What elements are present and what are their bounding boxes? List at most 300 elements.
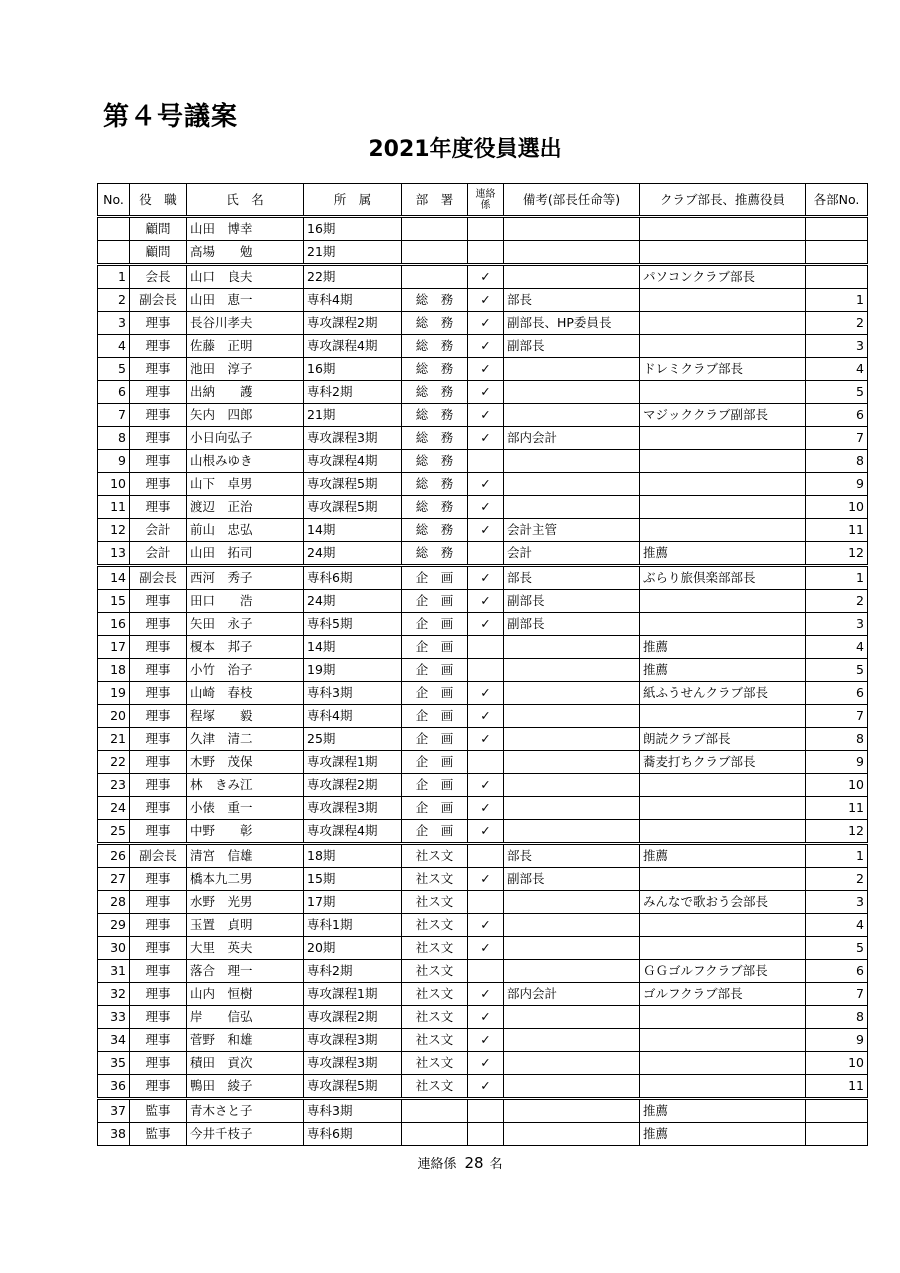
- cell-affiliation: 15期: [304, 868, 402, 891]
- cell-affiliation: 24期: [304, 590, 402, 613]
- cell-dept: 総 務: [402, 312, 468, 335]
- table-row: [98, 312, 868, 335]
- cell-name: 清宮 信雄: [187, 844, 304, 868]
- cell-contact: ✓: [468, 937, 504, 960]
- cell-name: 西河 秀子: [187, 566, 304, 590]
- cell-dept: 社ス文: [402, 1052, 468, 1075]
- cell-club: 紙ふうせんクラブ部長: [640, 682, 806, 705]
- cell-dept: 社ス文: [402, 937, 468, 960]
- cell-no: 14: [98, 566, 130, 590]
- table-row: [98, 728, 868, 751]
- cell-role: 理事: [130, 1029, 187, 1052]
- officer-table: [97, 183, 868, 1146]
- cell-affiliation: 21期: [304, 241, 402, 265]
- cell-role: 理事: [130, 705, 187, 728]
- cell-role: 理事: [130, 1052, 187, 1075]
- cell-dept: [402, 217, 468, 241]
- table-row: [98, 217, 868, 241]
- cell-role: 理事: [130, 613, 187, 636]
- cell-dept: 総 務: [402, 289, 468, 312]
- cell-remarks: 部長: [504, 844, 640, 868]
- cell-club: [640, 241, 806, 265]
- cell-no: 12: [98, 519, 130, 542]
- cell-affiliation: 専科6期: [304, 1123, 402, 1146]
- cell-remarks: [504, 705, 640, 728]
- cell-name: 岸 信弘: [187, 1006, 304, 1029]
- cell-remarks: [504, 1123, 640, 1146]
- table-row: [98, 844, 868, 868]
- cell-affiliation: 専科4期: [304, 705, 402, 728]
- cell-remarks: [504, 241, 640, 265]
- cell-no: 20: [98, 705, 130, 728]
- cell-bno: 8: [806, 1006, 868, 1029]
- cell-role: 会計: [130, 542, 187, 566]
- cell-club: [640, 1006, 806, 1029]
- cell-remarks: [504, 774, 640, 797]
- cell-role: 理事: [130, 868, 187, 891]
- cell-role: 理事: [130, 937, 187, 960]
- cell-contact: ✓: [468, 265, 504, 289]
- cell-club: 推薦: [640, 1123, 806, 1146]
- cell-role: 理事: [130, 728, 187, 751]
- cell-no: 25: [98, 820, 130, 844]
- cell-remarks: [504, 914, 640, 937]
- cell-bno: 6: [806, 682, 868, 705]
- cell-club: [640, 496, 806, 519]
- cell-dept: 総 務: [402, 496, 468, 519]
- cell-affiliation: 22期: [304, 265, 402, 289]
- cell-name: 中野 彰: [187, 820, 304, 844]
- cell-no: 11: [98, 496, 130, 519]
- cell-bno: 4: [806, 358, 868, 381]
- cell-affiliation: 専攻課程3期: [304, 427, 402, 450]
- cell-affiliation: 21期: [304, 404, 402, 427]
- cell-contact: ✓: [468, 312, 504, 335]
- header-dept: 部 署: [402, 184, 468, 217]
- cell-bno: [806, 241, 868, 265]
- cell-remarks: [504, 265, 640, 289]
- cell-dept: 企 画: [402, 659, 468, 682]
- cell-contact: [468, 1123, 504, 1146]
- cell-club: [640, 473, 806, 496]
- cell-club: [640, 289, 806, 312]
- cell-affiliation: 専攻課程5期: [304, 496, 402, 519]
- cell-remarks: [504, 496, 640, 519]
- cell-name: 大里 英夫: [187, 937, 304, 960]
- cell-no: 38: [98, 1123, 130, 1146]
- cell-club: [640, 774, 806, 797]
- cell-dept: 社ス文: [402, 891, 468, 914]
- cell-remarks: [504, 404, 640, 427]
- cell-club: [640, 1052, 806, 1075]
- cell-contact: [468, 1099, 504, 1123]
- cell-bno: 3: [806, 613, 868, 636]
- cell-dept: 社ス文: [402, 1075, 468, 1099]
- cell-remarks: 副部長: [504, 590, 640, 613]
- cell-dept: 総 務: [402, 358, 468, 381]
- cell-contact: ✓: [468, 1029, 504, 1052]
- cell-club: [640, 705, 806, 728]
- cell-remarks: [504, 682, 640, 705]
- cell-affiliation: 専科3期: [304, 682, 402, 705]
- cell-no: 36: [98, 1075, 130, 1099]
- cell-dept: 企 画: [402, 728, 468, 751]
- cell-affiliation: 専攻課程5期: [304, 1075, 402, 1099]
- cell-no: 34: [98, 1029, 130, 1052]
- cell-bno: 1: [806, 289, 868, 312]
- cell-dept: 社ス文: [402, 983, 468, 1006]
- cell-bno: 6: [806, 404, 868, 427]
- cell-no: 4: [98, 335, 130, 358]
- cell-no: 8: [98, 427, 130, 450]
- cell-dept: 総 務: [402, 542, 468, 566]
- table-row: [98, 937, 868, 960]
- cell-name: 積田 貢次: [187, 1052, 304, 1075]
- cell-club: 推薦: [640, 659, 806, 682]
- cell-bno: 2: [806, 590, 868, 613]
- cell-dept: 社ス文: [402, 868, 468, 891]
- cell-role: 理事: [130, 450, 187, 473]
- cell-no: 2: [98, 289, 130, 312]
- cell-role: 理事: [130, 659, 187, 682]
- table-row: [98, 1099, 868, 1123]
- cell-bno: 2: [806, 312, 868, 335]
- table-row: [98, 1075, 868, 1099]
- cell-remarks: [504, 728, 640, 751]
- cell-no: 31: [98, 960, 130, 983]
- cell-contact: [468, 450, 504, 473]
- header-club: クラブ部長、推薦役員: [640, 184, 806, 217]
- cell-club: [640, 217, 806, 241]
- cell-role: 副会長: [130, 566, 187, 590]
- table-row: [98, 1052, 868, 1075]
- cell-bno: 7: [806, 705, 868, 728]
- cell-role: 理事: [130, 358, 187, 381]
- cell-contact: ✓: [468, 868, 504, 891]
- cell-affiliation: 専攻課程4期: [304, 450, 402, 473]
- cell-contact: [468, 542, 504, 566]
- cell-remarks: [504, 450, 640, 473]
- cell-dept: 企 画: [402, 636, 468, 659]
- cell-affiliation: 24期: [304, 542, 402, 566]
- cell-role: 理事: [130, 1006, 187, 1029]
- cell-bno: 1: [806, 566, 868, 590]
- cell-dept: 企 画: [402, 566, 468, 590]
- cell-contact: ✓: [468, 983, 504, 1006]
- cell-role: 理事: [130, 636, 187, 659]
- cell-name: 矢内 四郎: [187, 404, 304, 427]
- cell-remarks: 部長: [504, 289, 640, 312]
- cell-dept: [402, 265, 468, 289]
- cell-club: [640, 450, 806, 473]
- cell-club: 推薦: [640, 542, 806, 566]
- cell-name: 長谷川孝夫: [187, 312, 304, 335]
- table-row: [98, 659, 868, 682]
- cell-club: みんなで歌おう会部長: [640, 891, 806, 914]
- cell-dept: 社ス文: [402, 960, 468, 983]
- cell-no: 23: [98, 774, 130, 797]
- cell-contact: [468, 217, 504, 241]
- cell-remarks: [504, 891, 640, 914]
- cell-remarks: 会計主管: [504, 519, 640, 542]
- cell-no: 26: [98, 844, 130, 868]
- cell-bno: 4: [806, 636, 868, 659]
- cell-bno: 3: [806, 335, 868, 358]
- cell-no: 21: [98, 728, 130, 751]
- cell-affiliation: 専攻課程1期: [304, 983, 402, 1006]
- cell-contact: ✓: [468, 590, 504, 613]
- cell-contact: ✓: [468, 797, 504, 820]
- cell-contact: ✓: [468, 682, 504, 705]
- cell-bno: 8: [806, 450, 868, 473]
- cell-contact: ✓: [468, 613, 504, 636]
- table-row: [98, 1029, 868, 1052]
- cell-role: 理事: [130, 427, 187, 450]
- cell-affiliation: 専攻課程3期: [304, 1029, 402, 1052]
- table-row: [98, 636, 868, 659]
- cell-club: [640, 427, 806, 450]
- cell-club: マジッククラブ副部長: [640, 404, 806, 427]
- cell-no: 17: [98, 636, 130, 659]
- cell-bno: 11: [806, 519, 868, 542]
- cell-role: 顧問: [130, 241, 187, 265]
- cell-name: 山田 博幸: [187, 217, 304, 241]
- cell-name: 菅野 和雄: [187, 1029, 304, 1052]
- cell-remarks: [504, 1075, 640, 1099]
- table-row: [98, 705, 868, 728]
- cell-role: 理事: [130, 404, 187, 427]
- cell-club: [640, 820, 806, 844]
- cell-club: 朗読クラブ部長: [640, 728, 806, 751]
- cell-club: [640, 590, 806, 613]
- cell-remarks: [504, 381, 640, 404]
- cell-dept: 企 画: [402, 797, 468, 820]
- cell-club: 推薦: [640, 1099, 806, 1123]
- cell-no: 33: [98, 1006, 130, 1029]
- cell-name: 今井千枝子: [187, 1123, 304, 1146]
- cell-affiliation: 14期: [304, 519, 402, 542]
- cell-contact: ✓: [468, 289, 504, 312]
- cell-bno: 9: [806, 473, 868, 496]
- cell-remarks: [504, 473, 640, 496]
- cell-dept: 社ス文: [402, 914, 468, 937]
- cell-contact: ✓: [468, 473, 504, 496]
- cell-contact: ✓: [468, 705, 504, 728]
- table-row: [98, 1006, 868, 1029]
- cell-club: ＧＧゴルフクラブ部長: [640, 960, 806, 983]
- cell-dept: 総 務: [402, 473, 468, 496]
- cell-affiliation: 専科6期: [304, 566, 402, 590]
- cell-dept: 社ス文: [402, 1029, 468, 1052]
- cell-dept: 総 務: [402, 427, 468, 450]
- cell-affiliation: 専攻課程5期: [304, 473, 402, 496]
- cell-remarks: [504, 1006, 640, 1029]
- cell-dept: 総 務: [402, 381, 468, 404]
- cell-club: ゴルフクラブ部長: [640, 983, 806, 1006]
- cell-dept: 総 務: [402, 450, 468, 473]
- cell-remarks: [504, 659, 640, 682]
- cell-affiliation: 専科2期: [304, 960, 402, 983]
- cell-role: 理事: [130, 312, 187, 335]
- cell-affiliation: 専科5期: [304, 613, 402, 636]
- cell-remarks: 部内会計: [504, 983, 640, 1006]
- cell-remarks: [504, 937, 640, 960]
- cell-name: 木野 茂保: [187, 751, 304, 774]
- cell-contact: ✓: [468, 1075, 504, 1099]
- cell-name: 山崎 春枝: [187, 682, 304, 705]
- table-row: [98, 1123, 868, 1146]
- cell-no: 29: [98, 914, 130, 937]
- cell-bno: 10: [806, 774, 868, 797]
- cell-name: 山口 良夫: [187, 265, 304, 289]
- cell-contact: ✓: [468, 358, 504, 381]
- cell-no: 19: [98, 682, 130, 705]
- cell-affiliation: 20期: [304, 937, 402, 960]
- cell-bno: [806, 265, 868, 289]
- cell-no: 5: [98, 358, 130, 381]
- cell-role: 会計: [130, 519, 187, 542]
- header-role: 役 職: [130, 184, 187, 217]
- cell-affiliation: 専攻課程3期: [304, 1052, 402, 1075]
- table-row: [98, 427, 868, 450]
- cell-name: 矢田 永子: [187, 613, 304, 636]
- header-affiliation: 所 属: [304, 184, 402, 217]
- cell-contact: ✓: [468, 566, 504, 590]
- cell-role: 理事: [130, 751, 187, 774]
- document-title: 2021年度役員選出: [368, 137, 562, 162]
- cell-no: 1: [98, 265, 130, 289]
- cell-affiliation: 専科3期: [304, 1099, 402, 1123]
- cell-affiliation: 専攻課程4期: [304, 335, 402, 358]
- cell-remarks: 部長: [504, 566, 640, 590]
- table-row: [98, 335, 868, 358]
- cell-role: 理事: [130, 983, 187, 1006]
- cell-contact: ✓: [468, 914, 504, 937]
- cell-role: 顧問: [130, 217, 187, 241]
- cell-dept: 企 画: [402, 682, 468, 705]
- cell-affiliation: 専攻課程3期: [304, 797, 402, 820]
- table-row: [98, 289, 868, 312]
- cell-bno: [806, 1123, 868, 1146]
- cell-name: 出納 護: [187, 381, 304, 404]
- table-row: [98, 404, 868, 427]
- cell-contact: ✓: [468, 1052, 504, 1075]
- cell-bno: [806, 217, 868, 241]
- cell-role: 理事: [130, 774, 187, 797]
- cell-contact: ✓: [468, 381, 504, 404]
- table-row: [98, 797, 868, 820]
- cell-name: 佐藤 正明: [187, 335, 304, 358]
- cell-name: 高場 勉: [187, 241, 304, 265]
- cell-no: 35: [98, 1052, 130, 1075]
- cell-club: [640, 868, 806, 891]
- table-row: [98, 542, 868, 566]
- header-contact-label: 連絡係: [475, 188, 496, 211]
- cell-contact: ✓: [468, 820, 504, 844]
- table-row: [98, 496, 868, 519]
- cell-dept: 企 画: [402, 613, 468, 636]
- cell-bno: 12: [806, 542, 868, 566]
- cell-no: 15: [98, 590, 130, 613]
- cell-name: 榎本 邦子: [187, 636, 304, 659]
- cell-role: 理事: [130, 590, 187, 613]
- table-row: [98, 450, 868, 473]
- cell-remarks: [504, 751, 640, 774]
- cell-club: パソコンクラブ部長: [640, 265, 806, 289]
- cell-role: 副会長: [130, 844, 187, 868]
- cell-role: 理事: [130, 797, 187, 820]
- cell-bno: 7: [806, 427, 868, 450]
- cell-bno: 5: [806, 937, 868, 960]
- cell-remarks: 副部長: [504, 335, 640, 358]
- cell-bno: 11: [806, 797, 868, 820]
- cell-role: 理事: [130, 682, 187, 705]
- table-row: [98, 381, 868, 404]
- table-row: [98, 914, 868, 937]
- cell-club: [640, 1029, 806, 1052]
- cell-contact: ✓: [468, 519, 504, 542]
- cell-contact: ✓: [468, 496, 504, 519]
- cell-affiliation: 16期: [304, 358, 402, 381]
- cell-affiliation: 専攻課程2期: [304, 774, 402, 797]
- cell-no: 9: [98, 450, 130, 473]
- header-no: No.: [98, 184, 130, 217]
- cell-club: [640, 519, 806, 542]
- cell-no: 6: [98, 381, 130, 404]
- cell-remarks: 副部長: [504, 868, 640, 891]
- cell-remarks: [504, 217, 640, 241]
- cell-name: 青木さと子: [187, 1099, 304, 1123]
- table-row: [98, 891, 868, 914]
- cell-no: 30: [98, 937, 130, 960]
- table-row: [98, 774, 868, 797]
- cell-remarks: 部内会計: [504, 427, 640, 450]
- cell-club: 推薦: [640, 844, 806, 868]
- cell-name: 前山 忠弘: [187, 519, 304, 542]
- cell-dept: [402, 1123, 468, 1146]
- cell-role: 理事: [130, 891, 187, 914]
- cell-club: [640, 381, 806, 404]
- cell-bno: 7: [806, 983, 868, 1006]
- table-row: [98, 566, 868, 590]
- cell-affiliation: 専攻課程1期: [304, 751, 402, 774]
- cell-name: 程塚 毅: [187, 705, 304, 728]
- cell-dept: 企 画: [402, 590, 468, 613]
- cell-club: [640, 914, 806, 937]
- cell-bno: 4: [806, 914, 868, 937]
- cell-role: 会長: [130, 265, 187, 289]
- cell-no: 32: [98, 983, 130, 1006]
- cell-bno: 8: [806, 728, 868, 751]
- cell-name: 久津 清二: [187, 728, 304, 751]
- cell-dept: 企 画: [402, 705, 468, 728]
- table-row: [98, 473, 868, 496]
- cell-club: [640, 937, 806, 960]
- table-row: [98, 265, 868, 289]
- cell-remarks: [504, 358, 640, 381]
- cell-affiliation: 専科4期: [304, 289, 402, 312]
- cell-bno: 5: [806, 659, 868, 682]
- cell-role: 理事: [130, 496, 187, 519]
- cell-club: 蕎麦打ちクラブ部長: [640, 751, 806, 774]
- cell-no: [98, 241, 130, 265]
- cell-name: 小日向弘子: [187, 427, 304, 450]
- cell-remarks: [504, 1052, 640, 1075]
- cell-affiliation: 専攻課程4期: [304, 820, 402, 844]
- footer-unit: 名: [489, 1157, 503, 1172]
- table-row: [98, 751, 868, 774]
- cell-role: 理事: [130, 820, 187, 844]
